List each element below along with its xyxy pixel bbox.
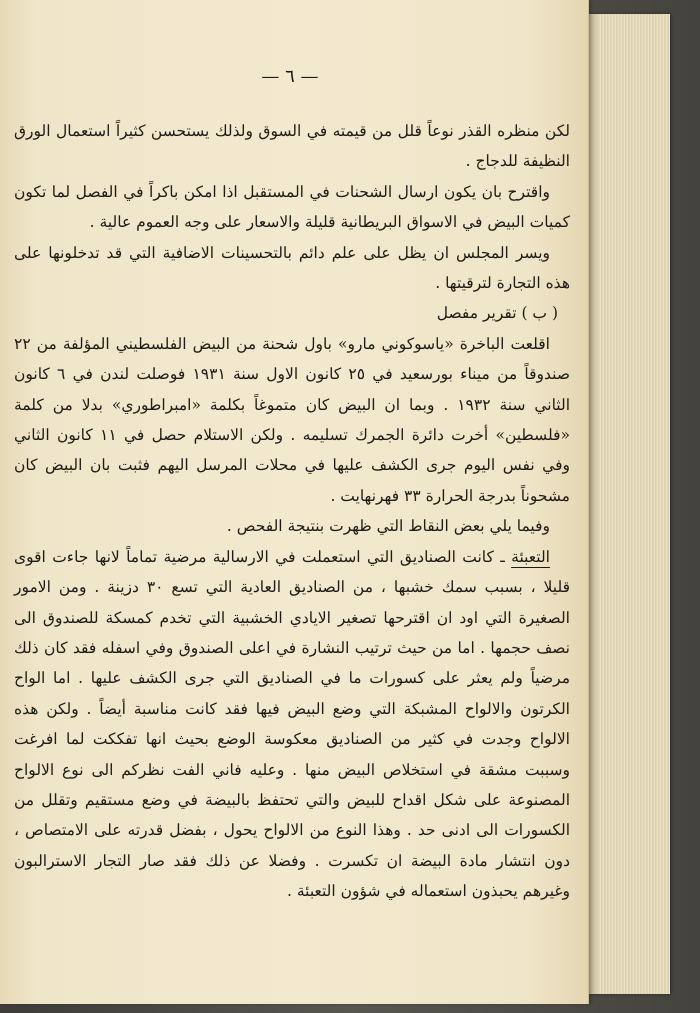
page-body: [14, 116, 570, 907]
paragraph-5: وفيما يلي بعض النقاط التي ظهرت بنتيجة الفحص .: [226, 517, 550, 536]
paragraph-6-lead: التعبئة: [511, 547, 550, 566]
paragraph-2: واقترح بان يكون ارسال الشحنات في المستقبل اذا امكن باكراً في الفصل لما تكون كميات البيض في الاسواق البريطانية قليلة والاسعار على وجه العموم عالية .: [14, 182, 570, 232]
paragraph-6: [14, 542, 570, 907]
paragraph-3: ويسر المجلس ان يظل على علم دائم بالتحسينات الاضافية التي قد تدخلونها على هذه التجارة لترقيتها .: [14, 243, 570, 293]
page-gutter-shadow: [588, 14, 600, 994]
paragraph-4: اقلعت الباخرة «ياسوكوني مارو» باول شحنة من البيض الفلسطيني المؤلفة من ٢٢ صندوقاً من ميناء بورسعيد في ٢٥ كانون الاول سنة ١٩٣١ فوصلت لندن في ٦ كانون الثاني سنة ١٩٣٢ . وبما ان البيض كان متموغاً بكلمة «امبراطوري» بدلا من كلمة «فلسطين» أخرت دائرة الجمرك تسليمه . ولكن الاستلام حصل في ١١ كانون الثاني وفي نفس اليوم جرى الكشف عليها في محلات المرسل اليهم فثبت بان البيض كان مشحوناً بدرجة الحرارة ٣٣ فهرنهايت .: [14, 334, 570, 505]
page-number: — ٦ —: [261, 66, 319, 87]
paragraph-6-text: ـ كانت الصناديق التي استعملت في الارسالية مرضية تماماً لانها جاءت اقوى قليلا ، بسبب سمك خشبها ، من الصناديق العادية التي تسع ٣٠ دزينة . ومن الامور الصغيرة التي اود ان اقترحها تصغير الايادي الخشبية التي تخدم كمسكة للصندوق الى نصف حجمها . اما من حيث ترتيب النشارة في اعلى الصندوق وفي اسفله فقد كان ذلك مرضياً ولم يعثر على كسورات ما في الصناديق التي جرى الكشف عليها . اما الواح الكرتون والالواح المشبكة التي وضع البيض فيها فقد كانت مناسبة أيضاً . ولكن هذه الالواح وجدت في كثير من الصناديق معكوسة الوضع بحيث انها تفككت لما افرغت وسببت مشقة في استخلاص البيض منها . وعليه فاني الفت نظركم الى نوع الالواح المصنوعة على شكل اقداح للبيض والتي تحتفظ بالبيضة في وضع مستقيم وتقلل من الكسورات الى ادنى حد . وهذا النوع من الالواح يحول ، بفضل قدرته على الامتصاص ، دون انتشار مادة البيضة ان تكسرت . وفضلا عن ذلك فقد صار التجار الاسترالبون وغيرهم يحبذون استعماله في شؤون التعبئة .: [14, 547, 571, 901]
paragraph-1: لكن منظره القذر نوعاً قلل من قيمته في السوق ولذلك يستحسن كثيراً استعمال الورق النظيفة للدجاج .: [14, 122, 570, 171]
section-heading: ( ب ) تقرير مفصل: [436, 304, 558, 323]
page-edges: [588, 14, 670, 994]
